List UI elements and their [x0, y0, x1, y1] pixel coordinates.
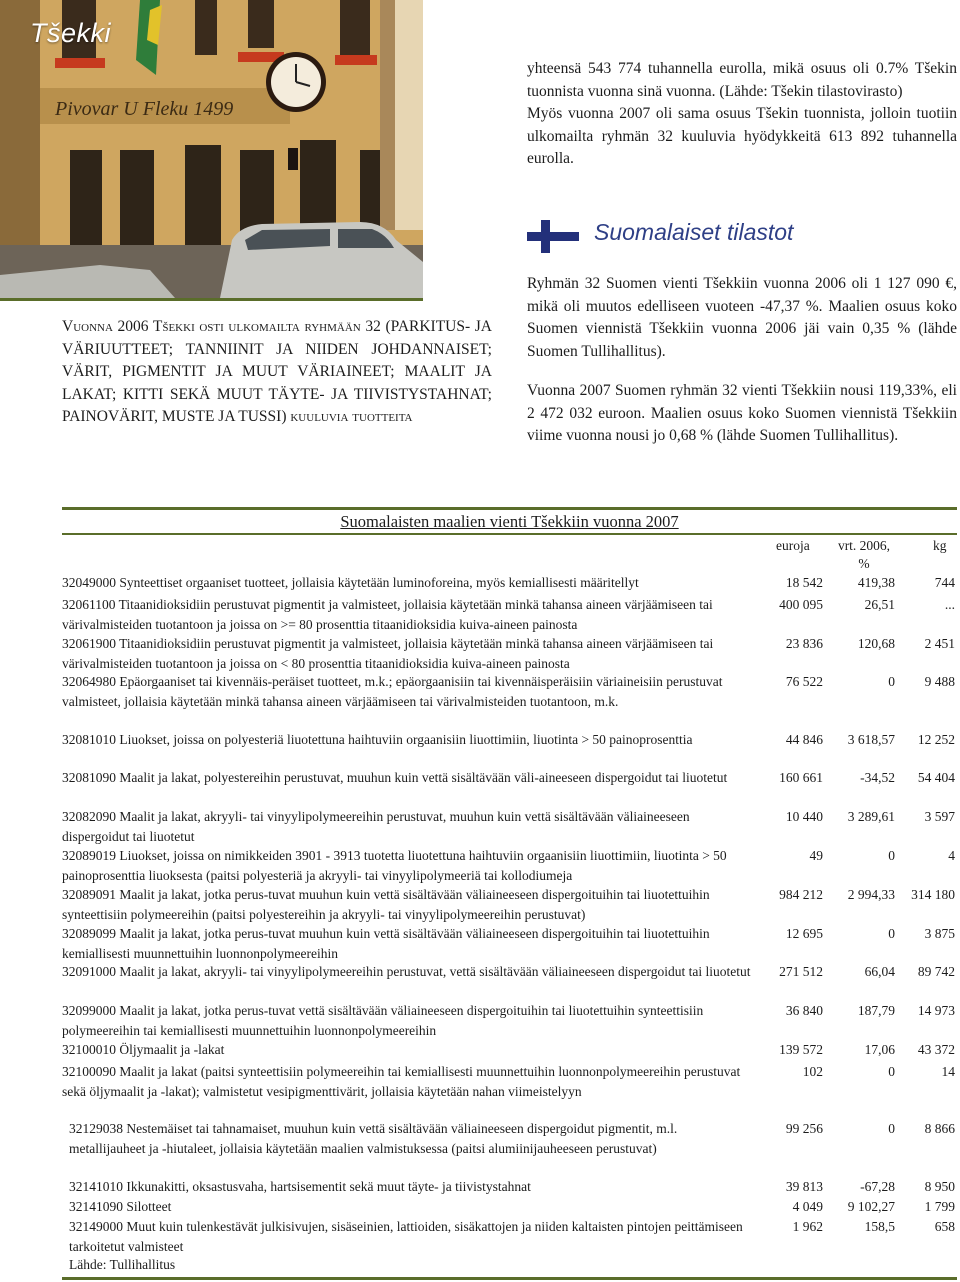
row-kg: 658: [934, 1219, 955, 1234]
row-description: 32100090 Maalit ja lakat (paitsi synteettisiin polymeereihin tai kemiallisesti muunnettuihin luonnonpolymeereihin perustuvat sekä öljymaalit ja -lakat); valmistetut vesipigmenttivärit, jollaisia käytetään nahan viimeistelyyn: [62, 1064, 741, 1099]
finnish-stats-heading: [527, 218, 957, 256]
row-euros: 76 522: [785, 674, 823, 689]
intro-paragraph-1: yhteensä 543 774 tuhannella eurolla, mikä osuus oli 0.7% Tšekin tuonnista vuonna sinä vuonna. (Lähde: Tšekin tilastovirasto): [527, 60, 957, 100]
column-header-change: vrt. 2006, %: [837, 538, 891, 571]
row-euros: 36 840: [785, 1003, 823, 1018]
row-euros: 271 512: [779, 964, 823, 979]
row-change: -34,52: [860, 770, 895, 785]
row-description: 32100010 Öljymaalit ja -lakat: [62, 1042, 225, 1057]
row-change: 3 618,57: [847, 732, 895, 747]
row-change: 0: [888, 848, 895, 863]
finnish-stats-text: [527, 273, 957, 465]
row-change: 26,51: [864, 597, 895, 612]
row-description: 32089019 Liuokset, joissa on nimikkeiden 3901 - 3913 tuotetta liuotettuna haihtuviin orgaanisiin liuottimiin, liuotinta > 50 painoprosenttia liuoksesta (paitsi polyesteriä ja akryyli- tai vinyylipolymeeriä tai kollodiumeja: [62, 848, 727, 883]
row-euros: 400 095: [779, 597, 823, 612]
row-euros: 12 695: [785, 926, 823, 941]
row-euros: 102: [802, 1064, 823, 1079]
row-kg: ...: [944, 597, 955, 612]
row-kg: 12 252: [917, 732, 955, 747]
table-title-rule: [62, 533, 957, 535]
column-header-euros: euroja: [776, 538, 810, 553]
row-kg: 3 875: [924, 926, 955, 941]
row-change: -67,28: [860, 1179, 895, 1194]
row-kg: 4: [948, 848, 955, 863]
row-description: 32089091 Maalit ja lakat, jotka perus-tuvat muuhun kuin vettä sisältävään väliaineeseen dispergoituihin tai liuotettuihin synteettisiin polymeereihin (paitsi polyestereihin ja akryyli- tai vinyylipolymeereihin perustuvat): [62, 887, 710, 922]
row-change: 3 289,61: [847, 809, 895, 824]
row-change: 66,04: [864, 964, 895, 979]
page-title: Tšekki: [30, 18, 112, 48]
row-euros: 984 212: [779, 887, 823, 902]
row-change: 9 102,27: [847, 1199, 895, 1214]
finnish-stats-title: Suomalaiset tilastot: [594, 219, 794, 245]
row-kg: 54 404: [917, 770, 955, 785]
row-description: 32091000 Maalit ja lakat, akryyli- tai vinyylipolymeereihin perustuvat, vettä sisältävään väliaineeseen dispergoidut tai liuotetut: [62, 964, 751, 979]
row-euros: 139 572: [779, 1042, 823, 1057]
finnish-paragraph-1: Ryhmän 32 Suomen vienti Tšekkiin vuonna 2006 oli 1 127 090 €, mikä oli muutos edelliseen vuoteen -47,37 %. Maalien osuus koko Suomen viennistä Tšekkiin vuonna 2006 jäi vain 0,35 % (lähde Suomen Tullihallitus).: [527, 275, 957, 360]
row-description: 32129038 Nestemäiset tai tahnamaiset, muuhun kuin vettä sisältävään väliaineeseen dispergoidut pigmentit, m.l. metallijauheet ja -hiutaleet, jollaisia käytetään maalien valmistuksessa (paitsi alumiinijauheeseen perustuvat): [69, 1121, 678, 1156]
row-euros: 4 049: [792, 1199, 823, 1214]
czech-import-text: Vuonna 2006 Tšekki osti ulkomailta ryhmään 32 (PARKITUS- JA VÄRIUUTTEET; TANNIINIT JA NIIDEN JOHDANNAISET; VÄRIT, PIGMENTIT JA MUUT VÄRIAINEET; MAALIT JA LAKAT; KITTI SEKÄ MUUT TÄYTE- JA TIIVISTYSTAHNAT; PAINOVÄRIT, MUSTE JA TUSSI) kuuluvia tuotteita: [62, 318, 492, 425]
row-change: 2 994,33: [847, 887, 895, 902]
row-kg: 9 488: [924, 674, 955, 689]
row-description: 32081090 Maalit ja lakat, polyestereihin perustuvat, muuhun kuin vettä sisältävään väli-aineeseen dispergoidut tai liuotetut: [62, 770, 728, 785]
row-kg: 89 742: [917, 964, 955, 979]
row-euros: 99 256: [785, 1121, 823, 1136]
row-kg: 1 799: [924, 1199, 955, 1214]
row-change: 0: [888, 1121, 895, 1136]
row-change: 0: [888, 674, 895, 689]
row-change: 0: [888, 926, 895, 941]
row-euros: 18 542: [785, 575, 823, 590]
column-header-kg: kg: [933, 538, 947, 553]
row-euros: 160 661: [779, 770, 823, 785]
row-description: 32141010 Ikkunakitti, oksastusvaha, hartsisementit sekä muut täyte- ja tiivistystahnat: [69, 1179, 531, 1194]
row-change: 158,5: [864, 1219, 895, 1234]
intro-paragraph-2: Myös vuonna 2007 oli sama osuus Tšekin tuonnista, jolloin tuotiin ulkomailta ryhmän 32 kuuluvia hyödykkeitä 613 892 tuhannella eurolla.: [527, 105, 957, 167]
photo-underline: [0, 298, 423, 301]
row-euros: 23 836: [785, 636, 823, 651]
row-kg: 8 950: [924, 1179, 955, 1194]
row-kg: 3 597: [924, 809, 955, 824]
row-euros: 39 813: [785, 1179, 823, 1194]
table-title: Suomalaisten maalien vienti Tšekkiin vuonna 2007: [340, 512, 679, 531]
table-bottom-rule: [62, 1277, 957, 1280]
row-description: 32061900 Titaanidioksidiin perustuvat pigmentit ja valmisteet, jollaisia käytetään minkä tahansa aineen värjäämiseen tai värivalmisteiden tuotantoon ja joissa on < 80 prosenttia titaanidioksidia kuiva-aineen painosta: [62, 636, 714, 671]
row-euros: 1 962: [792, 1219, 823, 1234]
row-change: 419,38: [857, 575, 895, 590]
row-description: 32099000 Maalit ja lakat, jotka perus-tuvat vettä sisältävään väliaineeseen dispergoituihin tai liuotettuihin synteettisiin polymeereihin tai kemiallisesti muunnettuihin luonnonpolymeereihin: [62, 1003, 704, 1038]
row-change: 17,06: [864, 1042, 895, 1057]
row-kg: 14 973: [917, 1003, 955, 1018]
row-change: 0: [888, 1064, 895, 1079]
row-description: 32049000 Synteettiset orgaaniset tuotteet, jollaisia käytetään luminoforeina, myös kemiallisesti määritellyt: [62, 575, 639, 590]
row-change: 120,68: [857, 636, 895, 651]
row-euros: 49: [809, 848, 823, 863]
row-description: 32141090 Silotteet: [69, 1199, 172, 1214]
row-change: 187,79: [857, 1003, 895, 1018]
row-description: 32089099 Maalit ja lakat, jotka perus-tuvat muuhun kuin vettä sisältävään väliaineeseen dispergoituihin tai liuotettuihin kemiallisesti muunnettuihin luonnonpolymeereihin: [62, 926, 710, 961]
row-description: 32082090 Maalit ja lakat, akryyli- tai vinyylipolymeereihin perustuvat, muuhun kuin vettä sisältävään väliaineeseen dispergoidut tai liuotetut: [62, 809, 690, 844]
row-description: 32149000 Muut kuin tulenkestävät julkisivujen, sisäseinien, lattioiden, sisäkattojen ja niiden kaltaisten pintojen peittämiseen tarkoitetut valmisteet: [69, 1219, 743, 1254]
intro-text: [527, 58, 957, 171]
finland-flag-icon: [527, 220, 579, 253]
row-description: 32081010 Liuokset, joissa on polyesteriä liuotettuna haihtuviin orgaanisiin liuottimiin, liuotinta > 50 painoprosenttia: [62, 732, 693, 747]
row-kg: 43 372: [917, 1042, 955, 1057]
row-kg: 314 180: [911, 887, 955, 902]
row-kg: 14: [941, 1064, 955, 1079]
photo-sign: Pivovar U Fleku 1499: [55, 98, 234, 120]
row-kg: 744: [934, 575, 955, 590]
finnish-paragraph-2: Vuonna 2007 Suomen ryhmän 32 vienti Tšekkiin nousi 119,33%, eli 2 472 032 euroon. Maalien osuus koko Suomen viennistä Tšekkiin viime vuonna nousi jo 0,68 % (lähde Suomen Tullihallitus).: [527, 382, 957, 444]
row-description: 32064980 Epäorgaaniset tai kivennäis-peräiset tuotteet, m.k.; epäorgaanisiin tai kivennäisperäisiin väriaineisiin perustuvat valmisteet, jollaisia käytetään minkä tahansa aineen värjäämiseen tai värivalmisteiden tuotantoon, m.k.: [62, 674, 723, 709]
row-description: 32061100 Titaanidioksidiin perustuvat pigmentit ja valmisteet, jollaisia käytetään minkä tahansa aineen värjäämiseen tai värivalmisteiden tuotantoon ja joissa on >= 80 prosenttia titaanidioksidia kuiva-aineen painosta: [62, 597, 713, 632]
header-photo: [0, 0, 423, 298]
row-kg: 2 451: [924, 636, 955, 651]
row-kg: 8 866: [924, 1121, 955, 1136]
row-euros: 10 440: [785, 809, 823, 824]
table-top-rule: [62, 507, 957, 510]
row-euros: 44 846: [785, 732, 823, 747]
table-source: Lähde: Tullihallitus: [69, 1257, 176, 1272]
